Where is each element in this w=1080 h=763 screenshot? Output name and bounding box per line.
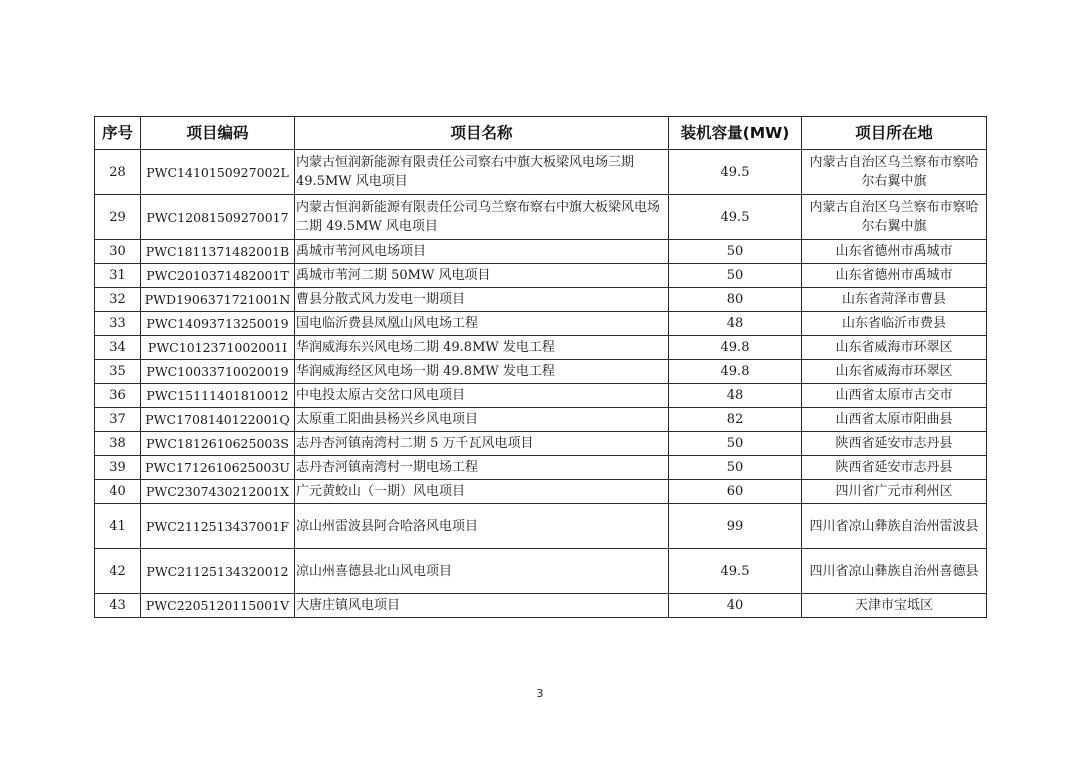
cell-project-code: PWC2010371482001T (141, 264, 295, 288)
table-row (95, 549, 987, 594)
table-row (95, 150, 987, 195)
cell-project-code: PWC2205120115001V (141, 594, 295, 618)
header-project-location: 项目所在地 (802, 117, 987, 150)
cell-serial-number: 41 (95, 504, 141, 549)
table-row (95, 384, 987, 408)
cell-project-name: 凉山州雷波县阿合哈洛风电项目 (295, 504, 669, 549)
cell-installed-capacity: 49.5 (669, 150, 802, 195)
project-table (94, 116, 987, 618)
cell-project-location: 陕西省延安市志丹县 (802, 456, 987, 480)
cell-serial-number: 32 (95, 288, 141, 312)
cell-project-code: PWC14093713250019 (141, 312, 295, 336)
cell-project-location: 山东省菏泽市曹县 (802, 288, 987, 312)
cell-project-code: PWD1906371721001N (141, 288, 295, 312)
cell-installed-capacity: 50 (669, 264, 802, 288)
table-row (95, 408, 987, 432)
cell-project-location: 内蒙古自治区乌兰察布市察哈尔右翼中旗 (802, 150, 987, 195)
header-project-name: 项目名称 (295, 117, 669, 150)
cell-installed-capacity: 49.5 (669, 549, 802, 594)
cell-installed-capacity: 48 (669, 384, 802, 408)
cell-project-code: PWC2307430212001X (141, 480, 295, 504)
cell-project-code: PWC21125134320012 (141, 549, 295, 594)
table-row (95, 240, 987, 264)
cell-serial-number: 36 (95, 384, 141, 408)
table-row (95, 264, 987, 288)
cell-project-name: 禹城市苇河二期 50MW 风电项目 (295, 264, 669, 288)
cell-project-name: 曹县分散式风力发电一期项目 (295, 288, 669, 312)
cell-project-location: 山东省德州市禹城市 (802, 264, 987, 288)
cell-project-code: PWC1708140122001Q (141, 408, 295, 432)
cell-project-location: 山东省临沂市费县 (802, 312, 987, 336)
table-row (95, 594, 987, 618)
cell-project-name: 华润威海东兴风电场二期 49.8MW 发电工程 (295, 336, 669, 360)
cell-project-location: 山西省太原市阳曲县 (802, 408, 987, 432)
cell-project-name: 志丹杏河镇南湾村一期电场工程 (295, 456, 669, 480)
header-serial-number: 序号 (95, 117, 141, 150)
cell-serial-number: 37 (95, 408, 141, 432)
table-row (95, 288, 987, 312)
cell-installed-capacity: 82 (669, 408, 802, 432)
cell-project-name: 国电临沂费县凤凰山风电场工程 (295, 312, 669, 336)
cell-project-code: PWC1712610625003U (141, 456, 295, 480)
cell-serial-number: 33 (95, 312, 141, 336)
cell-installed-capacity: 50 (669, 432, 802, 456)
cell-installed-capacity: 99 (669, 504, 802, 549)
table-row (95, 336, 987, 360)
cell-project-name: 广元黄蛟山（一期）风电项目 (295, 480, 669, 504)
cell-project-location: 陕西省延安市志丹县 (802, 432, 987, 456)
cell-serial-number: 34 (95, 336, 141, 360)
table-row (95, 480, 987, 504)
cell-project-location: 内蒙古自治区乌兰察布市察哈尔右翼中旗 (802, 195, 987, 240)
cell-project-name: 禹城市苇河风电场项目 (295, 240, 669, 264)
cell-serial-number: 30 (95, 240, 141, 264)
cell-serial-number: 38 (95, 432, 141, 456)
cell-project-location: 山东省威海市环翠区 (802, 360, 987, 384)
cell-project-name: 凉山州喜德县北山风电项目 (295, 549, 669, 594)
cell-project-code: PWC1811371482001B (141, 240, 295, 264)
cell-installed-capacity: 60 (669, 480, 802, 504)
table-row (95, 312, 987, 336)
cell-project-location: 四川省凉山彝族自治州雷波县 (802, 504, 987, 549)
cell-serial-number: 31 (95, 264, 141, 288)
cell-project-code: PWC2112513437001F (141, 504, 295, 549)
cell-project-location: 山西省太原市古交市 (802, 384, 987, 408)
table-row (95, 432, 987, 456)
cell-project-name: 太原重工阳曲县杨兴乡风电项目 (295, 408, 669, 432)
cell-serial-number: 39 (95, 456, 141, 480)
cell-project-code: PWC10033710020019 (141, 360, 295, 384)
cell-installed-capacity: 48 (669, 312, 802, 336)
table-row (95, 360, 987, 384)
cell-serial-number: 35 (95, 360, 141, 384)
table-row (95, 195, 987, 240)
cell-project-location: 山东省德州市禹城市 (802, 240, 987, 264)
cell-project-code: PWC12081509270017 (141, 195, 295, 240)
cell-project-name: 华润威海经区风电场一期 49.8MW 发电工程 (295, 360, 669, 384)
cell-serial-number: 42 (95, 549, 141, 594)
cell-project-location: 天津市宝坻区 (802, 594, 987, 618)
cell-project-name: 志丹杏河镇南湾村二期 5 万千瓦风电项目 (295, 432, 669, 456)
cell-project-name: 大唐庄镇风电项目 (295, 594, 669, 618)
cell-project-location: 四川省广元市利州区 (802, 480, 987, 504)
cell-project-code: PWC15111401810012 (141, 384, 295, 408)
cell-serial-number: 29 (95, 195, 141, 240)
cell-project-location: 山东省威海市环翠区 (802, 336, 987, 360)
cell-installed-capacity: 49.8 (669, 360, 802, 384)
page-number: 3 (536, 687, 544, 700)
cell-project-name: 中电投太原古交岔口风电项目 (295, 384, 669, 408)
cell-serial-number: 40 (95, 480, 141, 504)
header-installed-capacity: 装机容量(MW) (669, 117, 802, 150)
cell-project-code: PWC1812610625003S (141, 432, 295, 456)
table-row (95, 504, 987, 549)
table-header-row (95, 117, 987, 150)
cell-project-name: 内蒙古恒润新能源有限责任公司乌兰察布察右中旗大板梁风电场二期 49.5MW 风电项目 (295, 195, 669, 240)
header-project-code: 项目编码 (141, 117, 295, 150)
cell-installed-capacity: 80 (669, 288, 802, 312)
cell-installed-capacity: 50 (669, 456, 802, 480)
cell-project-code: PWC1012371002001I (141, 336, 295, 360)
table-row (95, 456, 987, 480)
cell-project-location: 四川省凉山彝族自治州喜德县 (802, 549, 987, 594)
cell-project-name: 内蒙古恒润新能源有限责任公司察右中旗大板梁风电场三期49.5MW 风电项目 (295, 150, 669, 195)
cell-project-code: PWC1410150927002L (141, 150, 295, 195)
cell-installed-capacity: 49.5 (669, 195, 802, 240)
cell-installed-capacity: 50 (669, 240, 802, 264)
cell-serial-number: 28 (95, 150, 141, 195)
cell-installed-capacity: 49.8 (669, 336, 802, 360)
cell-serial-number: 43 (95, 594, 141, 618)
cell-installed-capacity: 40 (669, 594, 802, 618)
